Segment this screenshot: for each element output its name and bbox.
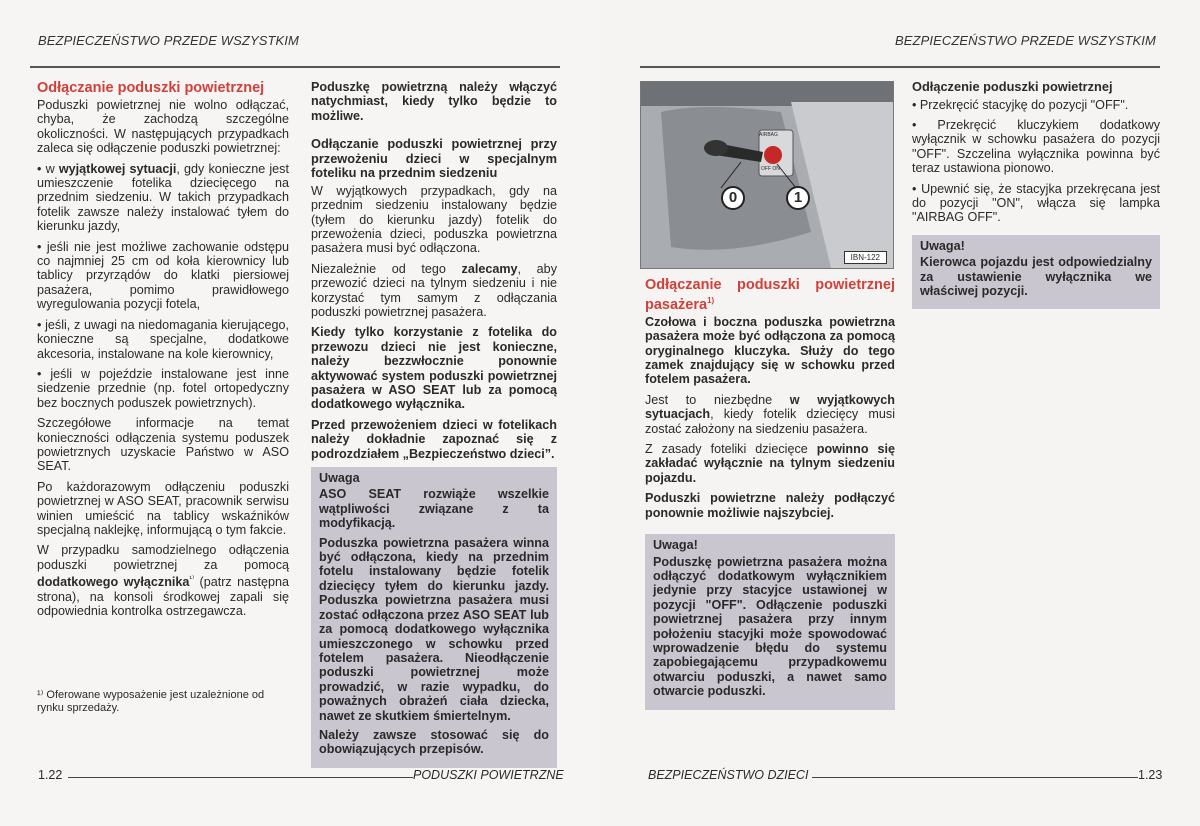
warning-text: Należy zawsze stosować się do obowiązujących przepisów.	[319, 727, 549, 757]
paragraph	[37, 98, 289, 156]
heading-text: Odłączanie poduszki powietrznej pasażera	[645, 277, 895, 313]
section-heading: Odłączanie poduszki powietrznej	[37, 80, 265, 96]
paragraph	[37, 162, 289, 234]
footnote-marker: ¹⁾	[189, 574, 195, 584]
paragraph	[645, 393, 895, 436]
paragraphs	[912, 98, 1160, 225]
text-run: Poduszkę powietrzną należy włączyć natychmiast, kiedy tylko będzie to możliwe.	[311, 80, 557, 123]
text-run: • jeśli w pojeździe instalowane jest inne siedzenie przednie (np. fotel ortopedyczny bez bocznych poduszek powietrznych).	[37, 366, 289, 410]
glovebox-illustration	[641, 82, 893, 268]
paragraph	[37, 543, 289, 618]
paragraph	[311, 325, 557, 411]
text-run: Po każdorazowym odłączeniu poduszki powietrznej w ASO SEAT, pracownik serwisu winien umieścić na tablicy wskaźników specjalną naklejkę, informującą o tym fakcie.	[37, 479, 289, 537]
text-run: Jest to niezbędne	[645, 392, 790, 407]
paragraph	[645, 491, 895, 520]
running-head: BEZPIECZEŃSTWO PRZEDE WSZYSTKIM	[38, 33, 299, 48]
warning-text: Poduszka powietrzna pasażera winna być odłączona, kiedy na przednim fotelu instalowany będzie fotelik dziecięcy tyłem do kierunku jazdy. Poduszka powietrzna pasażera musi zostać odłączona przez ASO SEAT lub za pomocą dodatkowego wyłącznika umieszczonego w schowku przed fotelem pasażera. Nieodłączenie poduszki powietrznej może prowadzić, w razie wypadku, do poważnych obrażeń ciała dziecka, nawet ze skutkiem śmiertelnym.	[319, 535, 549, 723]
text-run: Z zasady foteliki dziecięce	[645, 442, 817, 457]
footer-rule	[812, 777, 1138, 778]
text-run: , gdy konieczne jest umieszczenie fotelika dziecięcego na przednim siedzeniu. W takich przypadkach fotelik zawsze należy instalować tyłem do kierunku jazdy,	[37, 161, 289, 234]
page-number: 1.22	[38, 768, 63, 782]
paragraphs	[311, 184, 557, 461]
header-rule	[640, 66, 1160, 68]
text-run: • w	[37, 161, 59, 176]
warning-text: Poduszkę powietrzna pasażera można odłączyć dodatkowym wyłącznikiem jedynie przy stacyjce ustawionej w pozycji "OFF". Odłączenie poduszki powietrznej pasażera przy innym położeniu stacyjki może spowodować wprowadzenie błędu do systemu zapobiegającemu przypadkowemu otwarciu poduszki, a nawet samo otwarcie poduszki.	[653, 554, 887, 699]
warning-title: Uwaga	[319, 471, 360, 486]
text-run: Poduszki powietrznej nie wolno odłączać, chyba, że zachodzą szczególne okoliczności. W następujących przypadkach zaleca się odłączenie poduszki powietrznej:	[37, 98, 289, 156]
warning-box	[912, 235, 1160, 310]
right-column-1	[645, 277, 895, 710]
paragraph	[37, 367, 289, 410]
paragraph	[37, 416, 289, 474]
paragraphs	[311, 80, 557, 123]
text-run: (patrz następna strona), na konsoli środkowej zapali się odpowiednia kontrolka ostrzegawcza.	[37, 575, 289, 619]
paragraphs	[37, 98, 289, 619]
text-run: W przypadku samodzielnego odłączenia poduszki powietrznej za pomocą	[37, 543, 289, 572]
switch-positions: OFF ON	[761, 166, 780, 172]
text-run: wyjątkowej sytuacji	[58, 161, 177, 176]
paragraph	[912, 98, 1160, 112]
footer-section: BEZPIECZEŃSTWO DZIECI	[648, 768, 809, 782]
footnote: ¹⁾ Oferowane wyposażenie jest uzależnione od rynku sprzedaży.	[37, 689, 265, 714]
text-run: • Przekręcić kluczykiem dodatkowy wyłącznik w schowku pasażera do pozycji "OFF". Szczelina wyłącznika powinna być teraz ustawiona pionowo.	[912, 117, 1160, 176]
footnote-marker: 1)	[707, 296, 715, 305]
text-run: Czołowa i boczna poduszka powietrzna pasażera może być odłączona za pomocą oryginalnego kluczyka. Służy do tego zamek znajdujący się w schowku przed fotelem pasażera.	[645, 314, 895, 387]
warning-box	[311, 467, 557, 768]
paragraph	[37, 240, 289, 312]
text-run: Poduszki powietrzne należy podłączyć ponownie możliwie najszybciej.	[645, 491, 895, 520]
warning-text: Kierowca pojazdu jest odpowiedzialny za ustawienie wyłącznika we właściwej pozycji.	[920, 255, 1152, 298]
text-run: Kiedy tylko korzystanie z fotelika do przewozu dzieci nie jest konieczne, należy bezzwłocznie ponownie aktywować system poduszki powietrznej pasażera w ASO SEAT lub za pomocą dodatkowego wyłącznika.	[311, 325, 557, 412]
paragraph	[645, 442, 895, 485]
paragraph	[311, 184, 557, 256]
glovebox-switch-figure	[640, 81, 894, 269]
subheading: Odłączanie poduszki powietrznej przy przewożeniu dzieci w specjalnym foteliku na przednim siedzeniu	[311, 136, 557, 181]
paragraphs	[645, 315, 895, 520]
callout-0: 0	[721, 186, 745, 210]
paragraph	[311, 262, 557, 320]
text-run: powinno się zakładać wyłącznie na tylnym siedzeniu pojazdu.	[645, 442, 896, 485]
text-run: Szczegółowe informacje na temat konieczności odłączenia systemu poduszek powietrznych uzyskacie Państwo w ASO SEAT.	[37, 416, 289, 474]
running-head: BEZPIECZEŃSTWO PRZEDE WSZYSTKIM	[895, 33, 1156, 48]
warning-box	[645, 534, 895, 709]
text-run: W wyjątkowych przypadkach, gdy na przednim siedzeniu instalowany będzie (tyłem do kierunku jazdy) fotelik do przewożenia dzieci, poduszka powietrzna pasażera musi być odłączona.	[311, 183, 557, 256]
figure-code: IBN-122	[844, 251, 887, 264]
paragraph	[311, 418, 557, 461]
paragraph	[37, 480, 289, 538]
left-column-2	[311, 80, 557, 768]
text-run: Niezależnie od tego	[311, 261, 462, 276]
warning-text: ASO SEAT rozwiąże wszelkie wątpliwości związane z ta modyfikacją.	[319, 487, 549, 531]
text-run: • Przekręcić stacyjkę do pozycji "OFF".	[912, 97, 1129, 112]
text-run: dodatkowego wyłącznika	[37, 575, 190, 590]
switch-label: AIRBAG	[759, 132, 778, 138]
text-run: , kiedy fotelik dziecięcy musi zostać założony na siedzeniu pasażera.	[645, 407, 895, 436]
paragraph	[912, 118, 1160, 176]
warning-title: Uwaga!	[920, 238, 965, 253]
paragraph	[912, 182, 1160, 225]
left-column-1	[37, 80, 289, 625]
paragraph	[311, 80, 557, 123]
footer-rule	[68, 777, 413, 778]
page-number: 1.23	[1138, 768, 1163, 782]
text-run: w wyjątkowych sytuacjach	[645, 392, 895, 422]
subheading: Odłączenie poduszki powietrznej	[912, 79, 1113, 94]
text-run: Przed przewożeniem dzieci w fotelikach należy dokładnie zapoznać się z podrozdziałem „Bezpieczeństwo dzieci”.	[311, 417, 557, 461]
text-run: zalecamy	[461, 261, 518, 276]
text-run: • Upewnić się, że stacyjka przekręcana jest do pozycji "ON", włącza się lampka "AIRBAG OFF".	[912, 181, 1160, 225]
paragraph	[37, 318, 289, 361]
header-rule	[30, 66, 560, 68]
text-run: , aby przewozić dzieci na tylnym siedzeniu i nie korzystać tym samym z odłączania poduszki powietrznej pasażera.	[311, 261, 557, 319]
text-run: • jeśli nie jest możliwe zachowanie odstępu co najmniej 25 cm od koła kierownicy lub tablicy przyrządów do klatki piersiowej pasażera, pomimo prawidłowego wyregulowania pozycji fotela,	[37, 239, 289, 312]
right-column-2	[912, 80, 1160, 309]
section-heading	[645, 277, 895, 313]
text-run: • jeśli, z uwagi na niedomagania kierującego, konieczne są specjalne, dodatkowe akcesoria, instalowane na kole kierownicy,	[37, 317, 289, 361]
paragraph	[645, 315, 895, 387]
callout-1: 1	[786, 186, 810, 210]
warning-title: Uwaga!	[653, 538, 698, 553]
footer-section: PODUSZKI POWIETRZNE	[413, 768, 564, 782]
